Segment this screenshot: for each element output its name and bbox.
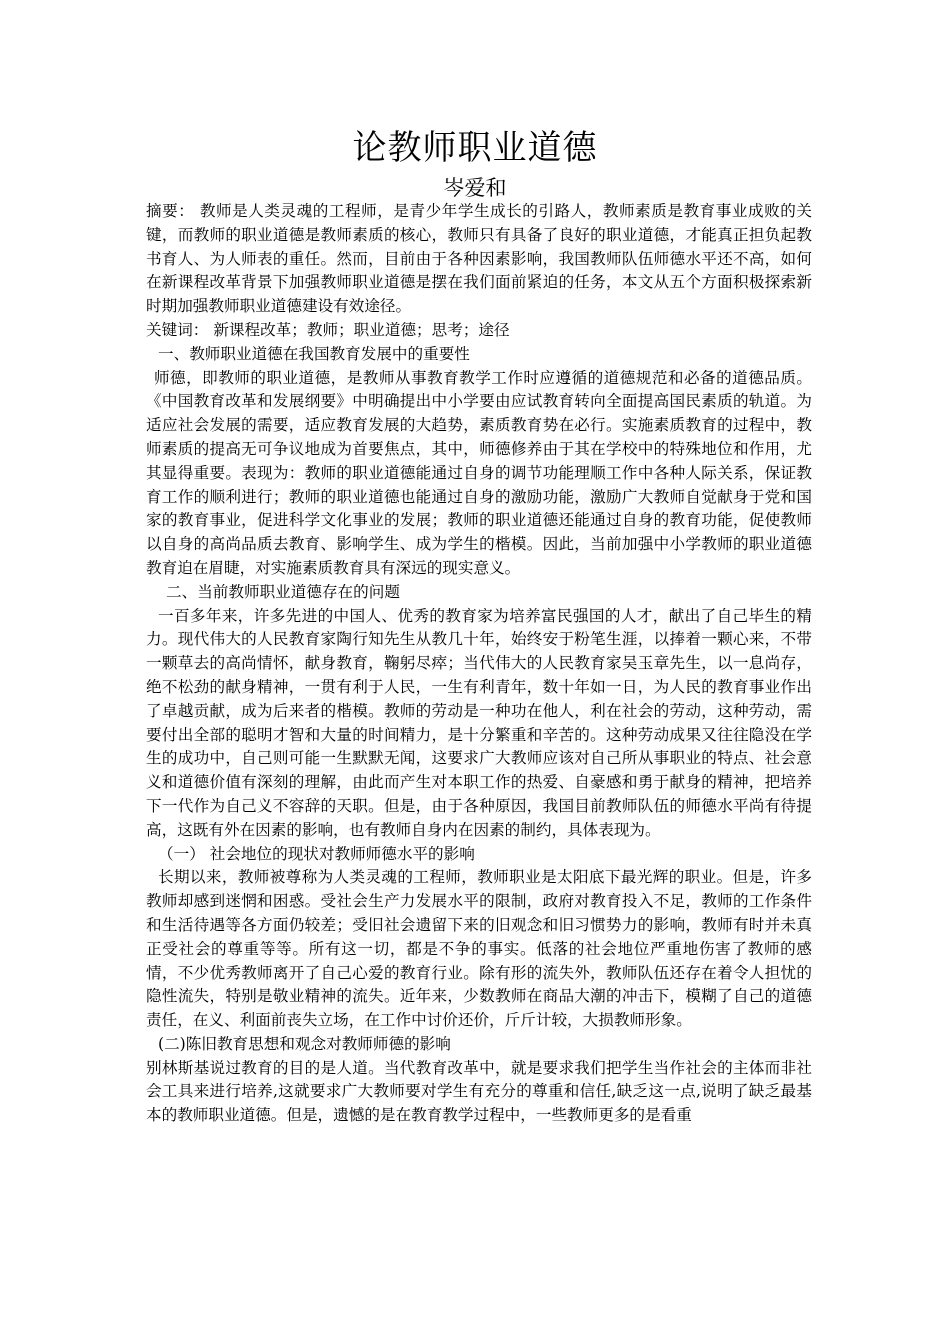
body-paragraph: 别林斯基说过教育的目的是人道。当代教育改革中，就是要求我们把学生当作社会的主体而非社会工具来进行培养,这就要求广大教师要对学生有充分的尊重和信任,缺乏这一点,说明了缺乏最基本的教师职业道德。但是，遗憾的是在教育教学过程中，一些教师更多的是看重 (146, 1058, 812, 1125)
document-body (146, 200, 812, 1128)
body-paragraph: 长期以来，教师被尊称为人类灵魂的工程师，教师职业是太阳底下最光辉的职业。但是，许多教师却感到迷惘和困惑。受社会生产力发展水平的限制，政府对教育投入不足，教师的工作条件和生活待遇等各方面仍较差；受旧社会遗留下来的旧观念和旧习惯势力的影响，教师有时并未真正受社会的尊重等等。所有这一切，都是不争的事实。低落的社会地位严重地伤害了教师的感情，不少优秀教师离开了自己心爱的教育行业。除有形的流失外，教师队伍还存在着令人担忧的隐性流失，特别是敬业精神的流失。近年来，少数教师在商品大潮的冲击下，模糊了自己的道德责任，在义、利面前丧失立场，在工作中讨价还价，斤斤计较，大损教师形象。 (146, 868, 812, 1030)
keywords-line: 关键词： 新课程改革；教师；职业道德；思考；途径 (146, 320, 510, 339)
document-title: 论教师职业道德 (352, 128, 598, 168)
body-paragraph: 师德，即教师的职业道德，是教师从事教育教学工作时应遵循的道德规范和必备的道德品质。《中国教育改革和发展纲要》中明确提出中小学要由应试教育转向全面提高国民素质的轨道。为适应社会发展的需要，适应教育发展的大趋势，素质教育势在必行。实施素质教育的过程中，教师素质的提高无可争议地成为首要焦点，其中，师德修养由于其在学校中的特殊地位和作用，尤其显得重要。表现为：教师的职业道德能通过自身的调节功能理顺工作中各种人际关系，保证教育工作的顺利进行；教师的职业道德也能通过自身的激励功能，激励广大教师自觉献身于党和国家的教育事业，促进科学文化事业的发展；教师的职业道德还能通过自身的教育功能，促使教师以自身的高尚品质去教育、影响学生、成为学生的楷模。因此，当前加强中小学教师的职业道德教育迫在眉睫，对实施素质教育具有深远的现实意义。 (146, 368, 812, 577)
subsection-heading-1: （一） 社会地位的现状对教师师德水平的影响 (158, 844, 475, 863)
section-heading-2: 二、当前教师职业道德存在的问题 (166, 582, 400, 601)
document-author: 岑爱和 (443, 176, 507, 200)
body-paragraph: 一百多年来，许多先进的中国人、优秀的教育家为培养富民强国的人才，献出了自己毕生的精力。现代伟大的人民教育家陶行知先生从教几十年，始终安于粉笔生涯，以捧着一颗心来，不带一颗草去的高尚情怀，献身教育，鞠躬尽瘁；当代伟大的人民教育家吴玉章先生，以一息尚存，绝不松劲的献身精神，一贯有利于人民，一生有利青年，数十年如一日，为人民的教育事业作出了卓越贡献，成为后来者的楷模。教师的劳动是一种功在他人，利在社会的劳动，这种劳动，需要付出全部的聪明才智和大量的时间精力，是十分繁重和辛苦的。这种劳动成果又往往隐没在学生的成功中，自己则可能一生默默无闻，这要求广大教师应该对自己所从事职业的特点、社会意义和道德价值有深刻的理解，由此而产生对本职工作的热爱、自豪感和勇于献身的精神，把培养下一代作为自己义不容辞的天职。但是，由于各种原因，我国目前教师队伍的师德水平尚有待提高，这既有外在因素的影响，也有教师自身内在因素的制约，具体表现为。 (146, 606, 812, 839)
abstract-paragraph: 摘要： 教师是人类灵魂的工程师，是青少年学生成长的引路人，教师素质是教育事业成败的关键，而教师的职业道德是教师素质的核心，教师只有具备了良好的职业道德，才能真正担负起教书育人、为人师表的重任。然而，目前由于各种因素影响，我国教师队伍师德水平还不高，如何在新课程改革背景下加强教师职业道德是摆在我们面前紧迫的任务，本文从五个方面积极探索新时期加强教师职业道德建设有效途径。 (146, 202, 812, 316)
subsection-heading-2: (二)陈旧教育思想和观念对教师师德的影响 (158, 1034, 451, 1053)
section-heading-1: 一、教师职业道德在我国教育发展中的重要性 (158, 344, 470, 363)
